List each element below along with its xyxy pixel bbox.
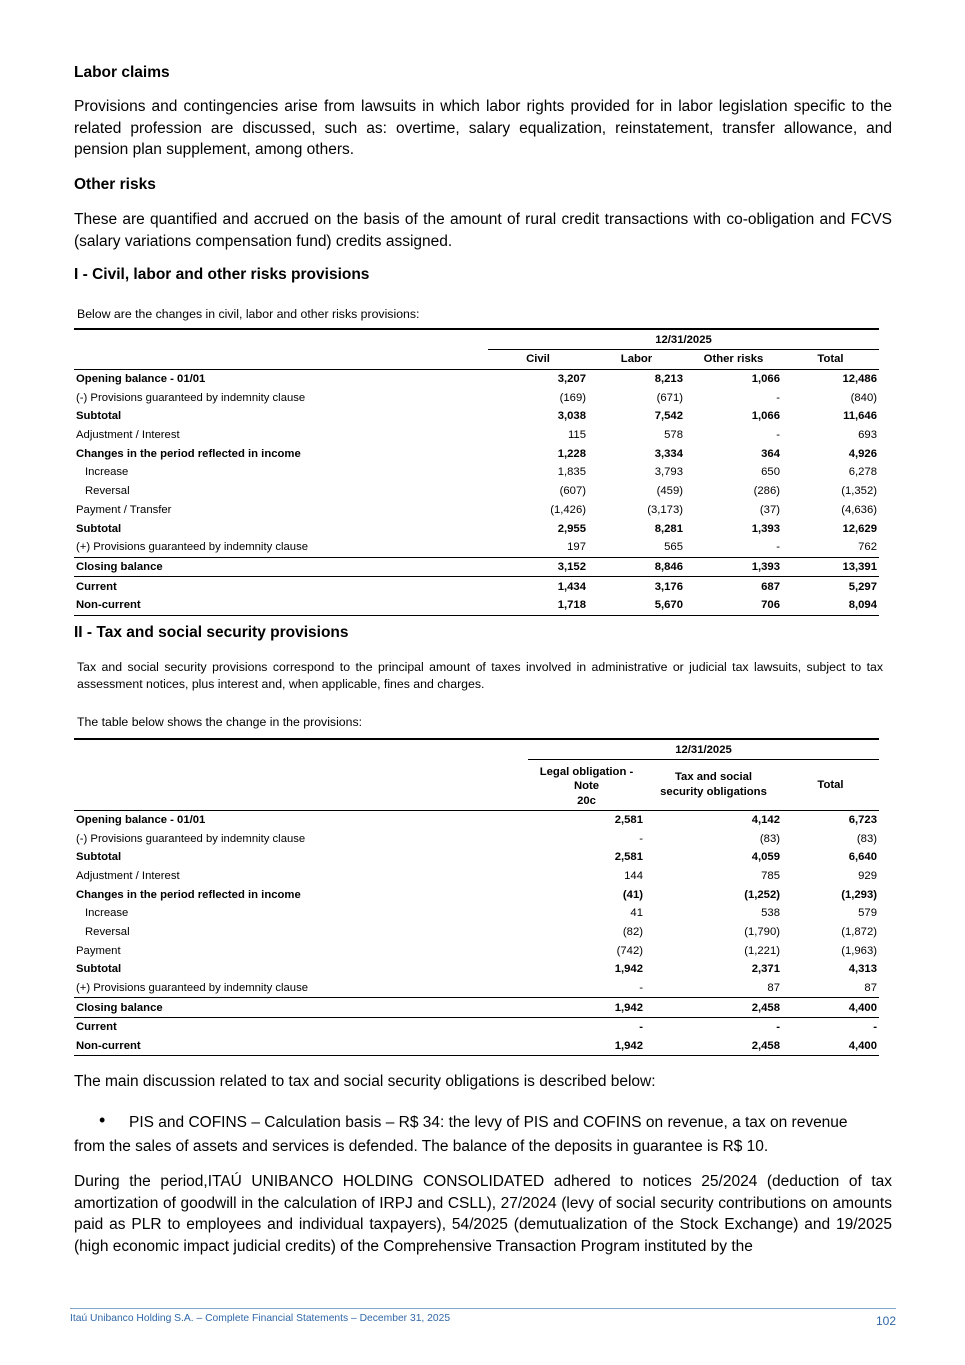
table-row: Payment / Transfer (1,426) (3,173) (37) (4,636) — [76, 503, 877, 516]
other-risks-text: These are quantified and accrued on the basis of the amount of rural credit transactions with co-obligation and FCVS (salary variations compensation fund) credits assigned. — [74, 211, 892, 250]
table1-col-labor: Labor — [588, 350, 685, 370]
table1-col-civil: Civil — [488, 350, 588, 370]
table-row: Non-current 1,942 2,458 4,400 — [74, 1037, 879, 1056]
table-row: Opening balance - 01/01 3,207 8,213 1,066 12,486 — [76, 373, 877, 386]
table-row: (+) Provisions guaranteed by indemnity clause 197 565 - 762 — [76, 541, 877, 554]
table1-col-total: Total — [782, 350, 879, 370]
labor-claims-heading: Labor claims — [74, 64, 170, 81]
table-row: Payment (742) (1,221) (1,963) — [76, 944, 877, 957]
table-row: Closing balance 1,942 2,458 4,400 — [74, 998, 879, 1018]
table-row: Reversal (607) (459) (286) (1,352) — [85, 485, 877, 498]
closing-paragraph: During the period,ITAÚ UNIBANCO HOLDING CONSOLIDATED adhered to notices 25/2024 (deduction of tax amortization of goodwill in the calculation of IRPJ and CSLL), 27/2024 (levy of social security contributions on amounts paid as PLR to employees and individual taxpayers), 54/2025 (demutualization of the Stock Exchange) and 19/2025 (high economic impact judicial credits) of the Comprehensive Transaction Program instituted by the — [74, 1173, 892, 1255]
other-risks-heading: Other risks — [74, 176, 156, 193]
table-row: Closing balance 3,152 8,846 1,393 13,391 — [74, 557, 879, 577]
discussion-intro: The main discussion related to tax and social security obligations is described below: — [74, 1073, 656, 1090]
table-row: Non-current 1,718 5,670 706 8,094 — [74, 596, 879, 615]
table-row: Adjustment / Interest 115 578 - 693 — [76, 429, 877, 442]
table2-date-header: 12/31/2025 — [528, 739, 879, 760]
section1-intro: Below are the changes in civil, labor and other risks provisions: — [77, 307, 420, 321]
bullet-line-2: from the sales of assets and services is defended. The balance of the deposits in guarantee is R$ 10. — [74, 1138, 769, 1155]
footer-text: Itaú Unibanco Holding S.A. – Complete Financial Statements – December 31, 2025 — [70, 1313, 451, 1324]
table-row: Subtotal 3,038 7,542 1,066 11,646 — [76, 410, 877, 423]
table-row: Current 1,434 3,176 687 5,297 — [76, 580, 877, 593]
table-row: Adjustment / Interest 144 785 929 — [76, 869, 877, 882]
table-row: Subtotal 1,942 2,371 4,313 — [76, 963, 877, 976]
bullet-icon: • — [99, 1110, 106, 1130]
page-footer — [70, 1308, 896, 1328]
table-row: Increase 1,835 3,793 650 6,278 — [85, 466, 877, 479]
section1-heading: I - Civil, labor and other risks provisions — [74, 266, 370, 283]
civil-labor-provisions-table — [74, 328, 879, 616]
bullet-line-1: PIS and COFINS – Calculation basis – R$ 34: the levy of PIS and COFINS on revenue, a tax on revenue — [129, 1114, 848, 1131]
table-row: Subtotal 2,581 4,059 6,640 — [76, 851, 877, 864]
table-row: Changes in the period reflected in income (41) (1,252) (1,293) — [76, 888, 877, 901]
section2-table-intro: The table below shows the change in the provisions: — [77, 715, 363, 729]
table-row: Increase 41 538 579 — [85, 907, 877, 920]
labor-claims-text: Provisions and contingencies arise from lawsuits in which labor rights provided for in labor legislation specific to the related profession are discussed, such as: overtime, salary equalization, reinstatement, transfer allowance, and pension plan supplement, among others. — [74, 98, 892, 158]
table2-col-total: Total — [782, 760, 879, 811]
table2-col-legal-obligation: Legal obligation - Note 20c — [528, 760, 645, 811]
table1-col-other-risks: Other risks — [685, 350, 782, 370]
table1-date-header: 12/31/2025 — [488, 329, 879, 350]
table-row: Reversal (82) (1,790) (1,872) — [85, 925, 877, 938]
table-row: (+) Provisions guaranteed by indemnity clause - 87 87 — [76, 982, 877, 995]
table2-col-tax-social-security: Tax and social security obligations — [645, 760, 782, 811]
section2-intro: Tax and social security provisions correspond to the principal amount of taxes involved in administrative or judicial tax lawsuits, subject to tax assessment notices, plus interest and, when applicable, fines and charges. — [77, 660, 883, 691]
section2-heading: II - Tax and social security provisions — [74, 624, 349, 641]
table-row: Opening balance - 01/01 2,581 4,142 6,723 — [76, 813, 877, 826]
table-row: Current - - - — [76, 1021, 877, 1034]
table-row: (-) Provisions guaranteed by indemnity clause (169) (671) - (840) — [76, 391, 877, 404]
page-number: 102 — [875, 1314, 896, 1328]
tax-social-security-provisions-table — [74, 738, 879, 1056]
table-row: Subtotal 2,955 8,281 1,393 12,629 — [76, 522, 877, 535]
table-row: (-) Provisions guaranteed by indemnity clause - (83) (83) — [76, 832, 877, 845]
table-row: Changes in the period reflected in income 1,228 3,334 364 4,926 — [76, 447, 877, 460]
